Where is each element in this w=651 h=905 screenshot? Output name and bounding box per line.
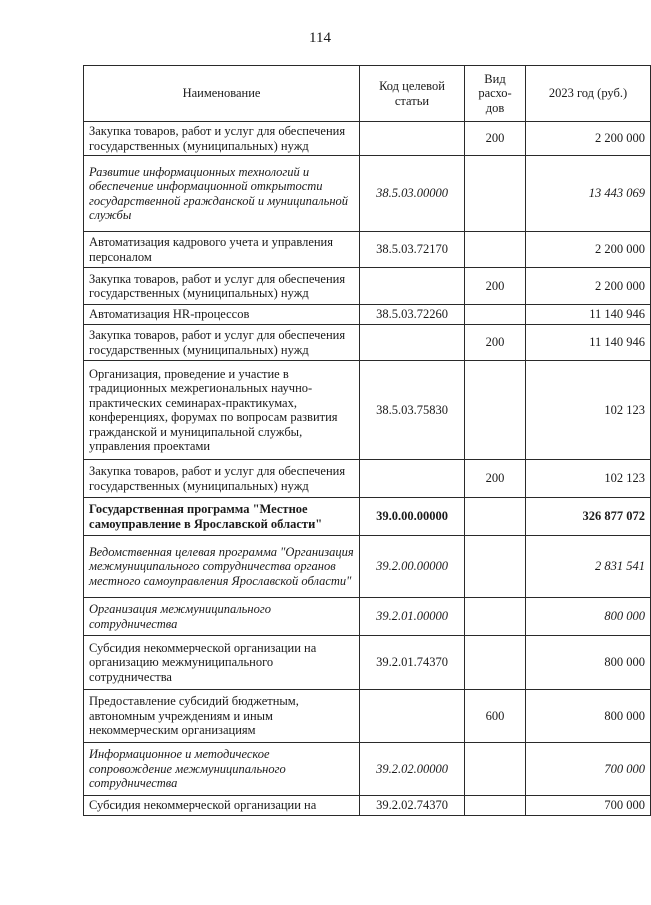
row-amount-cell: 800 000 bbox=[526, 690, 651, 743]
row-amount-cell: 11 140 946 bbox=[526, 305, 651, 325]
row-amount-cell: 102 123 bbox=[526, 460, 651, 498]
budget-table bbox=[83, 65, 651, 816]
row-name-cell: Закупка товаров, работ и услуг для обеспечения государственных (муниципальных) нужд bbox=[84, 268, 360, 305]
row-type-cell: 200 bbox=[465, 122, 526, 156]
row-type-cell bbox=[465, 156, 526, 232]
row-type-cell bbox=[465, 498, 526, 536]
row-name-cell: Закупка товаров, работ и услуг для обеспечения государственных (муниципальных) нужд bbox=[84, 325, 360, 361]
row-name-cell: Закупка товаров, работ и услуг для обеспечения государственных (муниципальных) нужд bbox=[84, 122, 360, 156]
table-row bbox=[84, 325, 651, 361]
row-amount-cell: 800 000 bbox=[526, 636, 651, 690]
row-type-cell bbox=[465, 361, 526, 460]
row-name-cell: Закупка товаров, работ и услуг для обеспечения государственных (муниципальных) нужд bbox=[84, 460, 360, 498]
row-code-cell bbox=[360, 325, 465, 361]
row-name-cell: Государственная программа "Местное самоуправление в Ярославской области" bbox=[84, 498, 360, 536]
row-amount-cell: 2 200 000 bbox=[526, 232, 651, 268]
row-amount-cell: 2 200 000 bbox=[526, 122, 651, 156]
row-code-cell: 38.5.03.72170 bbox=[360, 232, 465, 268]
table-row bbox=[84, 498, 651, 536]
table-row bbox=[84, 156, 651, 232]
row-code-cell: 38.5.03.72260 bbox=[360, 305, 465, 325]
table-row bbox=[84, 743, 651, 796]
row-type-cell: 200 bbox=[465, 460, 526, 498]
table-header-row bbox=[84, 66, 651, 122]
row-name-cell: Организация межмуниципального сотрудничества bbox=[84, 598, 360, 636]
table-row bbox=[84, 122, 651, 156]
row-code-cell: 39.2.01.74370 bbox=[360, 636, 465, 690]
row-type-cell bbox=[465, 536, 526, 598]
table-row bbox=[84, 598, 651, 636]
row-amount-cell: 2 831 541 bbox=[526, 536, 651, 598]
row-code-cell: 38.5.03.75830 bbox=[360, 361, 465, 460]
table-row bbox=[84, 796, 651, 816]
row-name-cell: Субсидия некоммерческой организации на bbox=[84, 796, 360, 816]
table-row bbox=[84, 268, 651, 305]
header-name: Наименование bbox=[84, 66, 360, 122]
row-amount-cell: 11 140 946 bbox=[526, 325, 651, 361]
table-row bbox=[84, 460, 651, 498]
row-type-cell: 200 bbox=[465, 325, 526, 361]
row-name-cell: Ведомственная целевая программа "Организация межмуниципального сотрудничества органов местного самоуправления Ярославской области" bbox=[84, 536, 360, 598]
row-amount-cell: 13 443 069 bbox=[526, 156, 651, 232]
table-body bbox=[84, 122, 651, 816]
row-type-cell bbox=[465, 598, 526, 636]
row-name-cell: Информационное и методическое сопровождение межмуниципального сотрудничества bbox=[84, 743, 360, 796]
row-name-cell: Субсидия некоммерческой организации на организацию межмуниципального сотрудничества bbox=[84, 636, 360, 690]
row-amount-cell: 800 000 bbox=[526, 598, 651, 636]
row-type-cell bbox=[465, 636, 526, 690]
row-code-cell bbox=[360, 268, 465, 305]
row-code-cell: 39.2.02.00000 bbox=[360, 743, 465, 796]
row-name-cell: Автоматизация HR-процессов bbox=[84, 305, 360, 325]
table-row bbox=[84, 361, 651, 460]
row-name-cell: Предоставление субсидий бюджетным, автономным учреждениям и иным некоммерческим организациям bbox=[84, 690, 360, 743]
row-code-cell: 39.2.00.00000 bbox=[360, 536, 465, 598]
header-amount-2023: 2023 год (руб.) bbox=[526, 66, 651, 122]
row-amount-cell: 700 000 bbox=[526, 796, 651, 816]
row-type-cell: 600 bbox=[465, 690, 526, 743]
row-type-cell bbox=[465, 743, 526, 796]
header-expense-type: Вид расхо-дов bbox=[465, 66, 526, 122]
row-name-cell: Организация, проведение и участие в традиционных межрегиональных научно-практических семинарах-практикумах, конференциях, форумах по вопросам развития гражданской и муниципальной службы, управления проектами bbox=[84, 361, 360, 460]
row-amount-cell: 326 877 072 bbox=[526, 498, 651, 536]
header-code: Код целевой статьи bbox=[360, 66, 465, 122]
table-row bbox=[84, 636, 651, 690]
page-number: 114 bbox=[309, 30, 331, 46]
row-name-cell: Развитие информационных технологий и обеспечение информационной открытости государственной гражданской и муниципальной службы bbox=[84, 156, 360, 232]
table-row bbox=[84, 305, 651, 325]
row-type-cell: 200 bbox=[465, 268, 526, 305]
row-code-cell: 39.2.02.74370 bbox=[360, 796, 465, 816]
row-amount-cell: 102 123 bbox=[526, 361, 651, 460]
row-code-cell bbox=[360, 122, 465, 156]
row-name-cell: Автоматизация кадрового учета и управления персоналом bbox=[84, 232, 360, 268]
row-code-cell bbox=[360, 460, 465, 498]
row-amount-cell: 2 200 000 bbox=[526, 268, 651, 305]
row-type-cell bbox=[465, 796, 526, 816]
table-row bbox=[84, 232, 651, 268]
row-amount-cell: 700 000 bbox=[526, 743, 651, 796]
row-type-cell bbox=[465, 232, 526, 268]
row-code-cell bbox=[360, 690, 465, 743]
table-row bbox=[84, 690, 651, 743]
row-code-cell: 39.0.00.00000 bbox=[360, 498, 465, 536]
row-type-cell bbox=[465, 305, 526, 325]
table-row bbox=[84, 536, 651, 598]
row-code-cell: 39.2.01.00000 bbox=[360, 598, 465, 636]
row-code-cell: 38.5.03.00000 bbox=[360, 156, 465, 232]
